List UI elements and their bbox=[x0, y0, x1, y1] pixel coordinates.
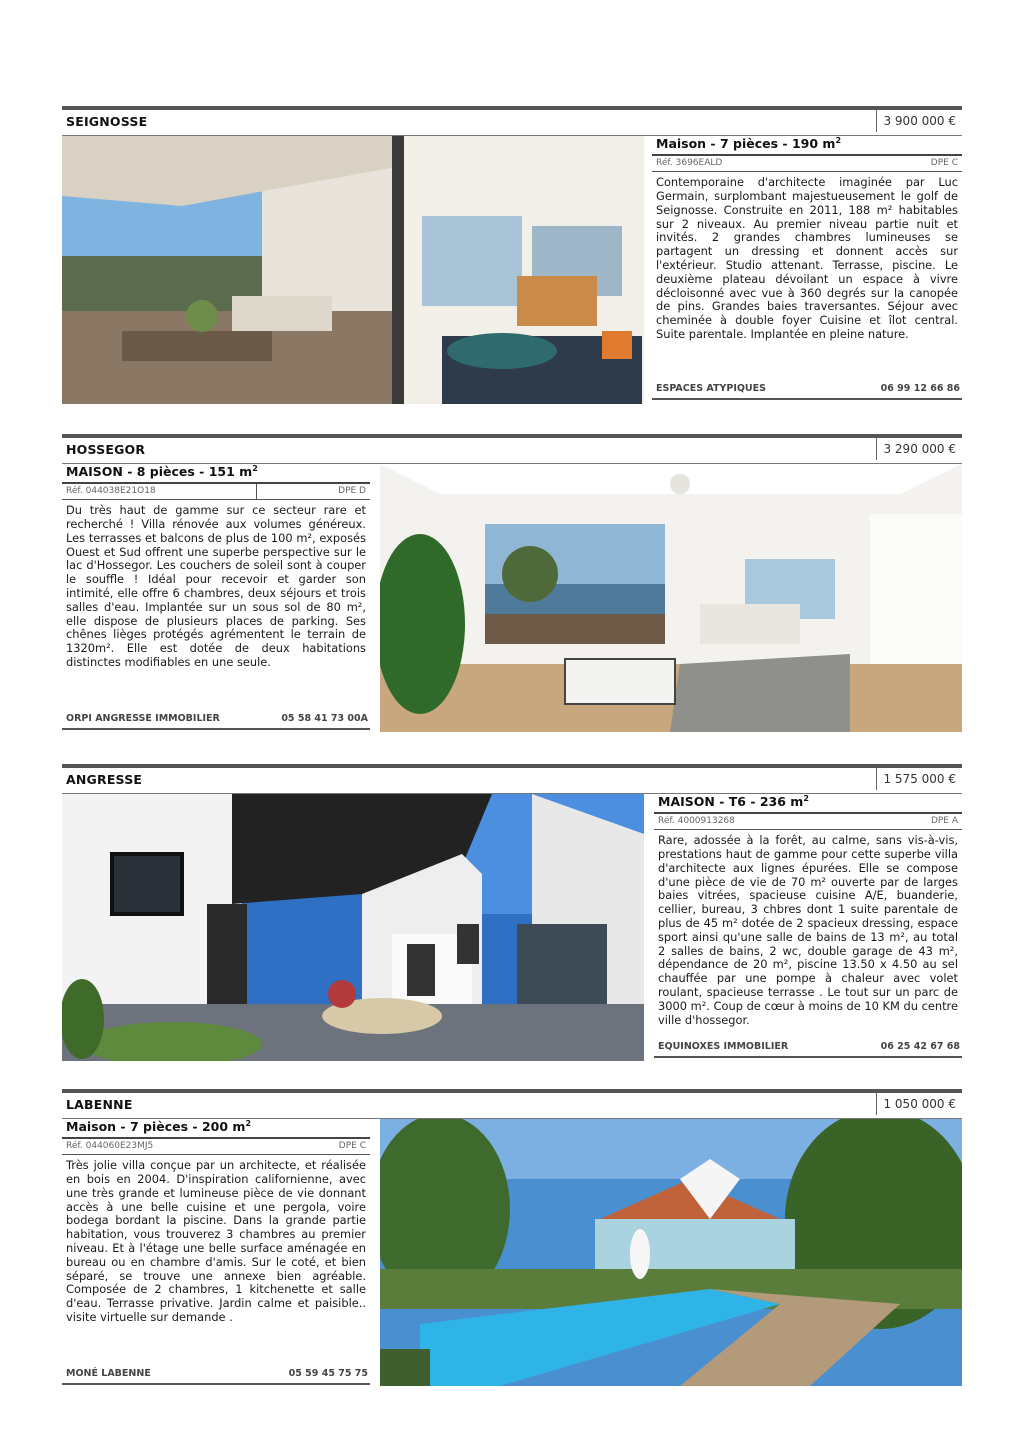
listing-town: HOSSEGOR bbox=[66, 442, 146, 457]
listing-header bbox=[62, 1089, 962, 1119]
listing-info bbox=[652, 136, 962, 342]
listing-phone[interactable]: 05 58 41 73 00A bbox=[281, 713, 368, 724]
listing-card bbox=[62, 106, 962, 406]
listing-title: Maison - 7 pièces - 200 $m^2$ bbox=[62, 1119, 370, 1139]
listing-ref-row bbox=[654, 814, 962, 830]
listing-header bbox=[62, 434, 962, 464]
listing-info bbox=[654, 794, 962, 1027]
listing-town: ANGRESSE bbox=[66, 772, 143, 787]
listing-dpe: DPE D bbox=[338, 486, 366, 497]
listing-title: Maison - 7 pièces - 190 $m^2$ bbox=[652, 136, 962, 156]
listing-footer bbox=[62, 710, 370, 730]
listing-ref-row bbox=[652, 156, 962, 172]
listing-agency[interactable]: ESPACES ATYPIQUES bbox=[656, 383, 766, 394]
listing-header bbox=[62, 106, 962, 136]
listing-info bbox=[62, 1119, 370, 1325]
listing-info bbox=[62, 464, 370, 670]
listing-price: 3 290 000 € bbox=[876, 438, 962, 460]
listing-footer bbox=[62, 1365, 370, 1385]
listing-photo[interactable] bbox=[62, 136, 644, 404]
listing-agency[interactable]: EQUINOXES IMMOBILIER bbox=[658, 1041, 789, 1052]
listing-town: LABENNE bbox=[66, 1097, 133, 1112]
listing-photo[interactable] bbox=[62, 794, 644, 1061]
listing-phone[interactable]: 05 59 45 75 75 bbox=[288, 1368, 368, 1379]
listing-dpe: DPE C bbox=[930, 158, 958, 169]
listing-agency[interactable]: MONÉ LABENNE bbox=[66, 1368, 151, 1379]
listing-title: MAISON - 8 pièces - 151 $m^2$ bbox=[62, 464, 370, 484]
listing-photo[interactable] bbox=[380, 1119, 962, 1386]
listing-description: Très jolie villa conçue par un architecte, et réalisée en bois en 2004. D'inspiration californienne, avec une très grande et lumineuse pièce de vie donnant accès à une belle cuisine et une pergola, voire bodega bordant la piscine. Dans la grande partie habitation, vous trouverez 3 chambres au premier niveau. Et à l'étage une belle surface aménagée en bureau ou en chambre d'amis. Sur le coté, et bien séparé, se trouve une annexe bien agréable. Composée de 2 chambres, 1 kitchenette et salle d'eau. Terrasse privative. Jardin calme et paisible.. visite virtuelle sur demande . bbox=[66, 1158, 366, 1324]
listing-description: Rare, adossée à la forêt, au calme, sans vis-à-vis, prestations haut de gamme pour cette superbe villa d'architecte aux lignes épurées. Elle se compose d'une pièce de vie de 70 m² ouverte par de larges baies vitrées, spacieuse cuisine A/E, buanderie, cellier, bureau, 3 chbres dont 1 suite parentale de plus de 45 m² dotée de 2 spacieux dressing, espace sport ainsi qu'une salle de bains de 13 m², au total 2 salles de bains, 2 wc, double garage de 43 m², dépendance de 20 m², piscine 13.50 x 4.50 au sel chauffée par une pompe à chaleur avec volet roulant, spacieuse terrasse . Le tout sur un parc de 3000 m². Coup de cœur à moins de 10 KM du centre ville d'hossegor. bbox=[658, 833, 958, 1027]
listing-price: 1 575 000 € bbox=[876, 768, 962, 790]
listing-ref: Réf. 044060E23MJ5 bbox=[66, 1141, 154, 1152]
listing-card bbox=[62, 764, 962, 1064]
listing-phone[interactable]: 06 99 12 66 86 bbox=[880, 383, 960, 394]
listing-ref: Réf. 4000913268 bbox=[658, 816, 735, 827]
listing-ref: Réf. 3696EALD bbox=[656, 158, 723, 169]
listing-ref: Réf. 044038E21O18 bbox=[66, 486, 156, 497]
listing-card bbox=[62, 434, 962, 734]
listing-price: 3 900 000 € bbox=[876, 110, 962, 132]
listing-footer bbox=[652, 380, 962, 400]
listing-agency[interactable]: ORPI ANGRESSE IMMOBILIER bbox=[66, 713, 220, 724]
listing-description: Du très haut de gamme sur ce secteur rare et recherché ! Villa rénovée aux volumes généreux. Les terrasses et balcons de plus de 100 m², exposés Ouest et Sud offrent une superbe perspective sur le lac d'Hossegor. Les couchers de soleil sont à couper le souffle ! Idéal pour recevoir et garder son intimité, elle offre 6 chambres, deux séjours et trois salles d'eau. Implantée sur un sous sol de 80 m², elle dispose de plusieurs places de parking. Ses chênes lièges protégés agrémentent le terrain de 1320m². Elle est dotée de deux habitations distinctes modifiables en une seule. bbox=[66, 503, 366, 669]
listing-ref-row bbox=[62, 1139, 370, 1155]
listing-phone[interactable]: 06 25 42 67 68 bbox=[880, 1041, 960, 1052]
listing-town: SEIGNOSSE bbox=[66, 114, 148, 129]
listing-price: 1 050 000 € bbox=[876, 1093, 962, 1115]
listing-description: Contemporaine d'architecte imaginée par Luc Germain, surplombant majestueusement le golf de Seignosse. Construite en 2011, 188 m² habitables sur 2 niveaux. Au premier niveau partie nuit et invités. 2 grandes chambres lumineuses se partagent un dressing et donnent accès sur l'extérieur. Studio attenant. Terrasse, piscine. Le deuxième plateau dévoilant un espace à vivre décloisonné avec vue à 360 degrés sur la canopée de pins. Grandes baies traversantes. Séjour avec cheminée à double foyer Cuisine et îlot central. Suite parentale. Implantée en pleine nature. bbox=[656, 175, 958, 341]
listing-dpe: DPE A bbox=[930, 816, 958, 827]
listing-photo[interactable] bbox=[380, 464, 962, 732]
listing-title: MAISON - T6 - 236 $m^2$ bbox=[654, 794, 962, 814]
listing-footer bbox=[654, 1038, 962, 1058]
listing-card bbox=[62, 1089, 962, 1389]
listing-ref-row bbox=[62, 484, 370, 500]
listing-dpe: DPE C bbox=[338, 1141, 366, 1152]
listing-header bbox=[62, 764, 962, 794]
